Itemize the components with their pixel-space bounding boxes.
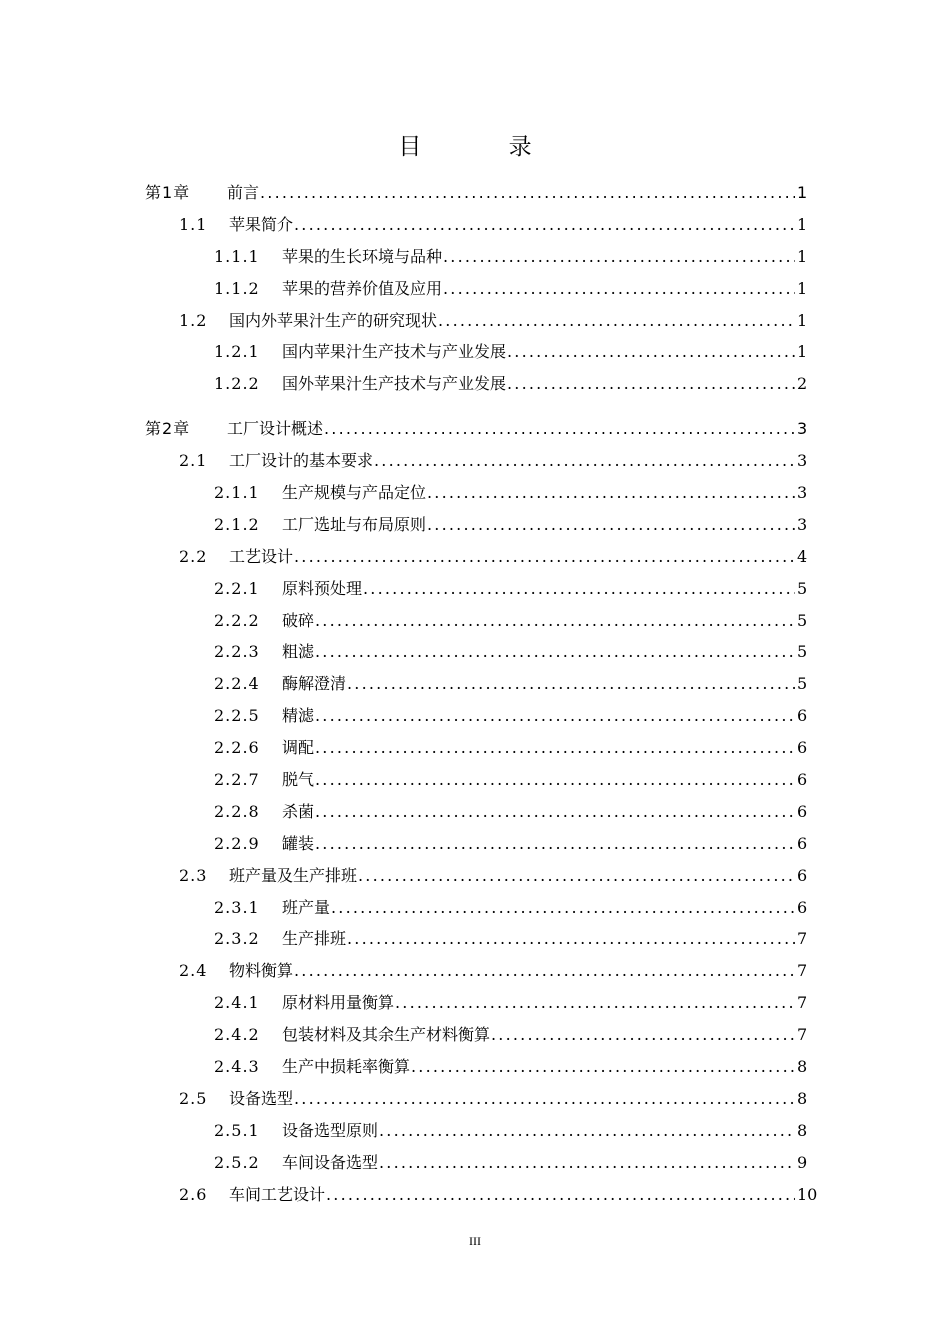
toc-entry-label: 车间设备选型 (282, 1152, 379, 1172)
toc-entry[interactable] (145, 1022, 807, 1054)
toc-dot-leader (347, 929, 795, 948)
toc-dot-leader (507, 342, 795, 361)
toc-dot-leader (315, 738, 795, 757)
toc-entry-page: 9 (797, 1152, 808, 1172)
toc-entry-page: 6 (797, 833, 808, 853)
toc-entry-page: 1 (797, 342, 808, 362)
toc-entry[interactable] (145, 1150, 807, 1182)
toc-dot-leader (443, 247, 795, 266)
toc-entry-label: 设备选型原则 (282, 1120, 379, 1140)
toc-entry-label: 精滤 (282, 706, 315, 726)
toc-entry-number: 1.2.2 (214, 374, 260, 394)
toc-dot-leader (358, 866, 795, 885)
toc-dot-leader (411, 1057, 795, 1076)
toc-entry-number: 2.3.1 (214, 897, 260, 917)
toc-entry[interactable] (145, 703, 807, 735)
toc-dot-leader (427, 515, 795, 534)
toc-entry-number: 1.1.2 (214, 278, 260, 298)
toc-entry-label: 生产排班 (282, 929, 347, 949)
toc-entry[interactable] (145, 544, 807, 576)
toc-entry[interactable] (145, 448, 807, 480)
toc-entry-page: 3 (797, 514, 808, 534)
toc-entry[interactable] (145, 799, 807, 831)
toc-entry-number: 第1章 (145, 183, 191, 202)
toc-entry[interactable] (145, 1086, 807, 1118)
toc-entry[interactable] (145, 735, 807, 767)
toc-entry-page: 7 (797, 929, 808, 949)
toc-entry-page: 5 (797, 674, 808, 694)
toc-entry-number: 1.1 (179, 214, 208, 234)
toc-entry-label: 酶解澄清 (282, 674, 347, 694)
toc-dot-leader (294, 1089, 795, 1108)
toc-entry-label: 设备选型 (229, 1088, 294, 1108)
toc-entry-label: 粗滤 (282, 642, 315, 662)
page-number: III (469, 1234, 481, 1248)
toc-entry-label: 物料衡算 (229, 961, 294, 981)
toc-entry-page: 8 (797, 1088, 808, 1108)
toc-entry-page: 1 (797, 246, 808, 266)
toc-entry-page: 6 (797, 770, 808, 790)
toc-entry-page: 1 (797, 310, 808, 330)
toc-dot-leader (294, 547, 795, 566)
toc-entry-page: 8 (797, 1120, 808, 1140)
toc-entry-page: 10 (797, 1184, 818, 1204)
toc-entry-number: 2.6 (179, 1184, 208, 1204)
toc-entry-number: 2.2.9 (214, 833, 260, 853)
toc-entry-page: 6 (797, 738, 808, 758)
toc-entry[interactable] (145, 339, 807, 371)
toc-entry-number: 1.2.1 (214, 342, 260, 362)
toc-entry[interactable] (145, 371, 807, 403)
toc-entry[interactable] (145, 180, 807, 212)
toc-entry-label: 前言 (227, 183, 260, 202)
toc-entry-number: 2.3.2 (214, 929, 260, 949)
toc-entry-label: 生产中损耗率衡算 (282, 1057, 411, 1077)
page-title: 目 录 (398, 134, 572, 161)
toc-entry[interactable] (145, 276, 807, 308)
toc-entry-number: 2.5 (179, 1088, 208, 1108)
toc-entry-label: 工厂设计的基本要求 (229, 451, 374, 471)
toc-entry[interactable] (145, 244, 807, 276)
toc-entry-number: 2.2.3 (214, 642, 260, 662)
toc-dot-leader (294, 215, 795, 234)
toc-dot-leader (326, 1185, 795, 1204)
toc-entry-label: 班产量 (282, 897, 331, 917)
toc-entry[interactable] (145, 512, 807, 544)
toc-dot-leader (379, 1121, 795, 1140)
toc-entry-number: 2.2.7 (214, 770, 260, 790)
toc-entry-label: 苹果简介 (229, 214, 294, 234)
toc-dot-leader (507, 374, 795, 393)
toc-entry-page: 3 (797, 419, 808, 439)
toc-entry-page: 7 (797, 961, 808, 981)
toc-entry-number: 2.4.2 (214, 1025, 260, 1045)
toc-dot-leader (315, 834, 795, 853)
toc-entry-page: 4 (797, 546, 808, 566)
toc-dot-leader (294, 961, 795, 980)
toc-dot-leader (331, 898, 795, 917)
toc-dot-leader (347, 674, 795, 693)
toc-entry-label: 破碎 (282, 610, 315, 630)
toc-dot-leader (427, 483, 795, 502)
toc-entry[interactable] (145, 767, 807, 799)
toc-entry-label: 原料预处理 (282, 578, 363, 598)
toc-entry[interactable] (145, 212, 807, 244)
toc-entry-label: 国外苹果汁生产技术与产业发展 (282, 374, 507, 394)
toc-entry-page: 7 (797, 1025, 808, 1045)
toc-entry-label: 工艺设计 (229, 546, 294, 566)
toc-entry-label: 班产量及生产排班 (229, 865, 358, 885)
toc-entry-number: 2.4 (179, 961, 208, 981)
toc-entry-number: 2.2.2 (214, 610, 260, 630)
toc-entry-page: 6 (797, 897, 808, 917)
toc-entry[interactable] (145, 308, 807, 340)
toc-entry-number: 2.2 (179, 546, 208, 566)
toc-dot-leader (363, 579, 795, 598)
toc-dot-leader (379, 1153, 795, 1172)
toc-entry[interactable] (145, 1182, 818, 1214)
toc-entry-label: 生产规模与产品定位 (282, 483, 427, 503)
toc-entry-label: 脱气 (282, 770, 315, 790)
toc-entry-page: 6 (797, 706, 808, 726)
toc-entry-number: 2.2.6 (214, 738, 260, 758)
toc-entry-label: 调配 (282, 738, 315, 758)
toc-entry-number: 1.1.1 (214, 246, 260, 266)
toc-entry-page: 5 (797, 578, 808, 598)
toc-entry-label: 包装材料及其余生产材料衡算 (282, 1025, 491, 1045)
toc-dot-leader (260, 183, 795, 202)
toc-entry-label: 苹果的生长环境与品种 (282, 246, 443, 266)
toc-entry-number: 2.4.3 (214, 1057, 260, 1077)
toc-entry-page: 1 (797, 278, 808, 298)
toc-entry-number: 2.1.1 (214, 483, 260, 503)
toc-entry-label: 国内外苹果汁生产的研究现状 (229, 310, 438, 330)
toc-entry-page: 2 (797, 374, 808, 394)
toc-entry-number: 2.2.8 (214, 801, 260, 821)
toc-entry-label: 工厂设计概述 (227, 419, 324, 439)
toc-entry[interactable] (145, 926, 807, 958)
toc-entry[interactable] (145, 480, 807, 512)
toc-entry-label: 苹果的营养价值及应用 (282, 278, 443, 298)
toc-entry[interactable] (145, 1054, 807, 1086)
toc-dot-leader (438, 311, 795, 330)
toc-dot-leader (315, 642, 795, 661)
toc-entry-number: 第2章 (145, 419, 191, 439)
toc-entry-number: 2.2.1 (214, 578, 260, 598)
toc-entry-label: 车间工艺设计 (229, 1184, 326, 1204)
toc-entry-number: 2.5.1 (214, 1120, 260, 1140)
toc-entry-page: 7 (797, 993, 808, 1013)
toc-dot-leader (324, 419, 795, 438)
toc-dot-leader (443, 279, 795, 298)
toc-entry[interactable] (145, 671, 807, 703)
toc-dot-leader (315, 770, 795, 789)
toc-entry[interactable] (145, 639, 807, 671)
table-of-contents (145, 180, 818, 1214)
toc-dot-leader (374, 451, 795, 470)
toc-entry-number: 2.2.4 (214, 674, 260, 694)
toc-entry-label: 杀菌 (282, 801, 315, 821)
toc-entry-page: 8 (797, 1057, 808, 1077)
toc-entry-page: 1 (797, 183, 808, 202)
toc-entry[interactable] (145, 895, 807, 927)
toc-dot-leader (315, 802, 795, 821)
toc-entry-number: 2.1.2 (214, 514, 260, 534)
toc-entry-page: 6 (797, 865, 808, 885)
toc-entry-number: 2.2.5 (214, 706, 260, 726)
toc-entry-page: 3 (797, 483, 808, 503)
toc-entry-number: 2.3 (179, 865, 208, 885)
toc-entry-page: 6 (797, 801, 808, 821)
toc-entry-page: 3 (797, 451, 808, 471)
toc-dot-leader (315, 611, 795, 630)
toc-entry[interactable] (145, 608, 807, 640)
toc-entry[interactable] (145, 863, 807, 895)
toc-entry-number: 2.4.1 (214, 993, 260, 1013)
toc-entry-page: 1 (797, 214, 808, 234)
toc-entry-page: 5 (797, 610, 808, 630)
toc-entry-number: 1.2 (179, 310, 208, 330)
toc-entry[interactable] (145, 1118, 807, 1150)
toc-entry-number: 2.5.2 (214, 1152, 260, 1172)
toc-entry[interactable] (145, 576, 807, 608)
toc-entry-label: 工厂选址与布局原则 (282, 514, 427, 534)
toc-dot-leader (315, 706, 795, 725)
toc-dot-leader (491, 1025, 795, 1044)
toc-entry[interactable] (145, 958, 807, 990)
toc-entry-label: 国内苹果汁生产技术与产业发展 (282, 342, 507, 362)
toc-entry-number: 2.1 (179, 451, 208, 471)
toc-entry[interactable] (145, 831, 807, 863)
toc-dot-leader (395, 993, 795, 1012)
toc-entry-page: 5 (797, 642, 808, 662)
toc-entry-label: 罐装 (282, 833, 315, 853)
toc-entry[interactable] (145, 990, 807, 1022)
toc-entry-label: 原材料用量衡算 (282, 993, 395, 1013)
toc-entry[interactable] (145, 416, 807, 448)
